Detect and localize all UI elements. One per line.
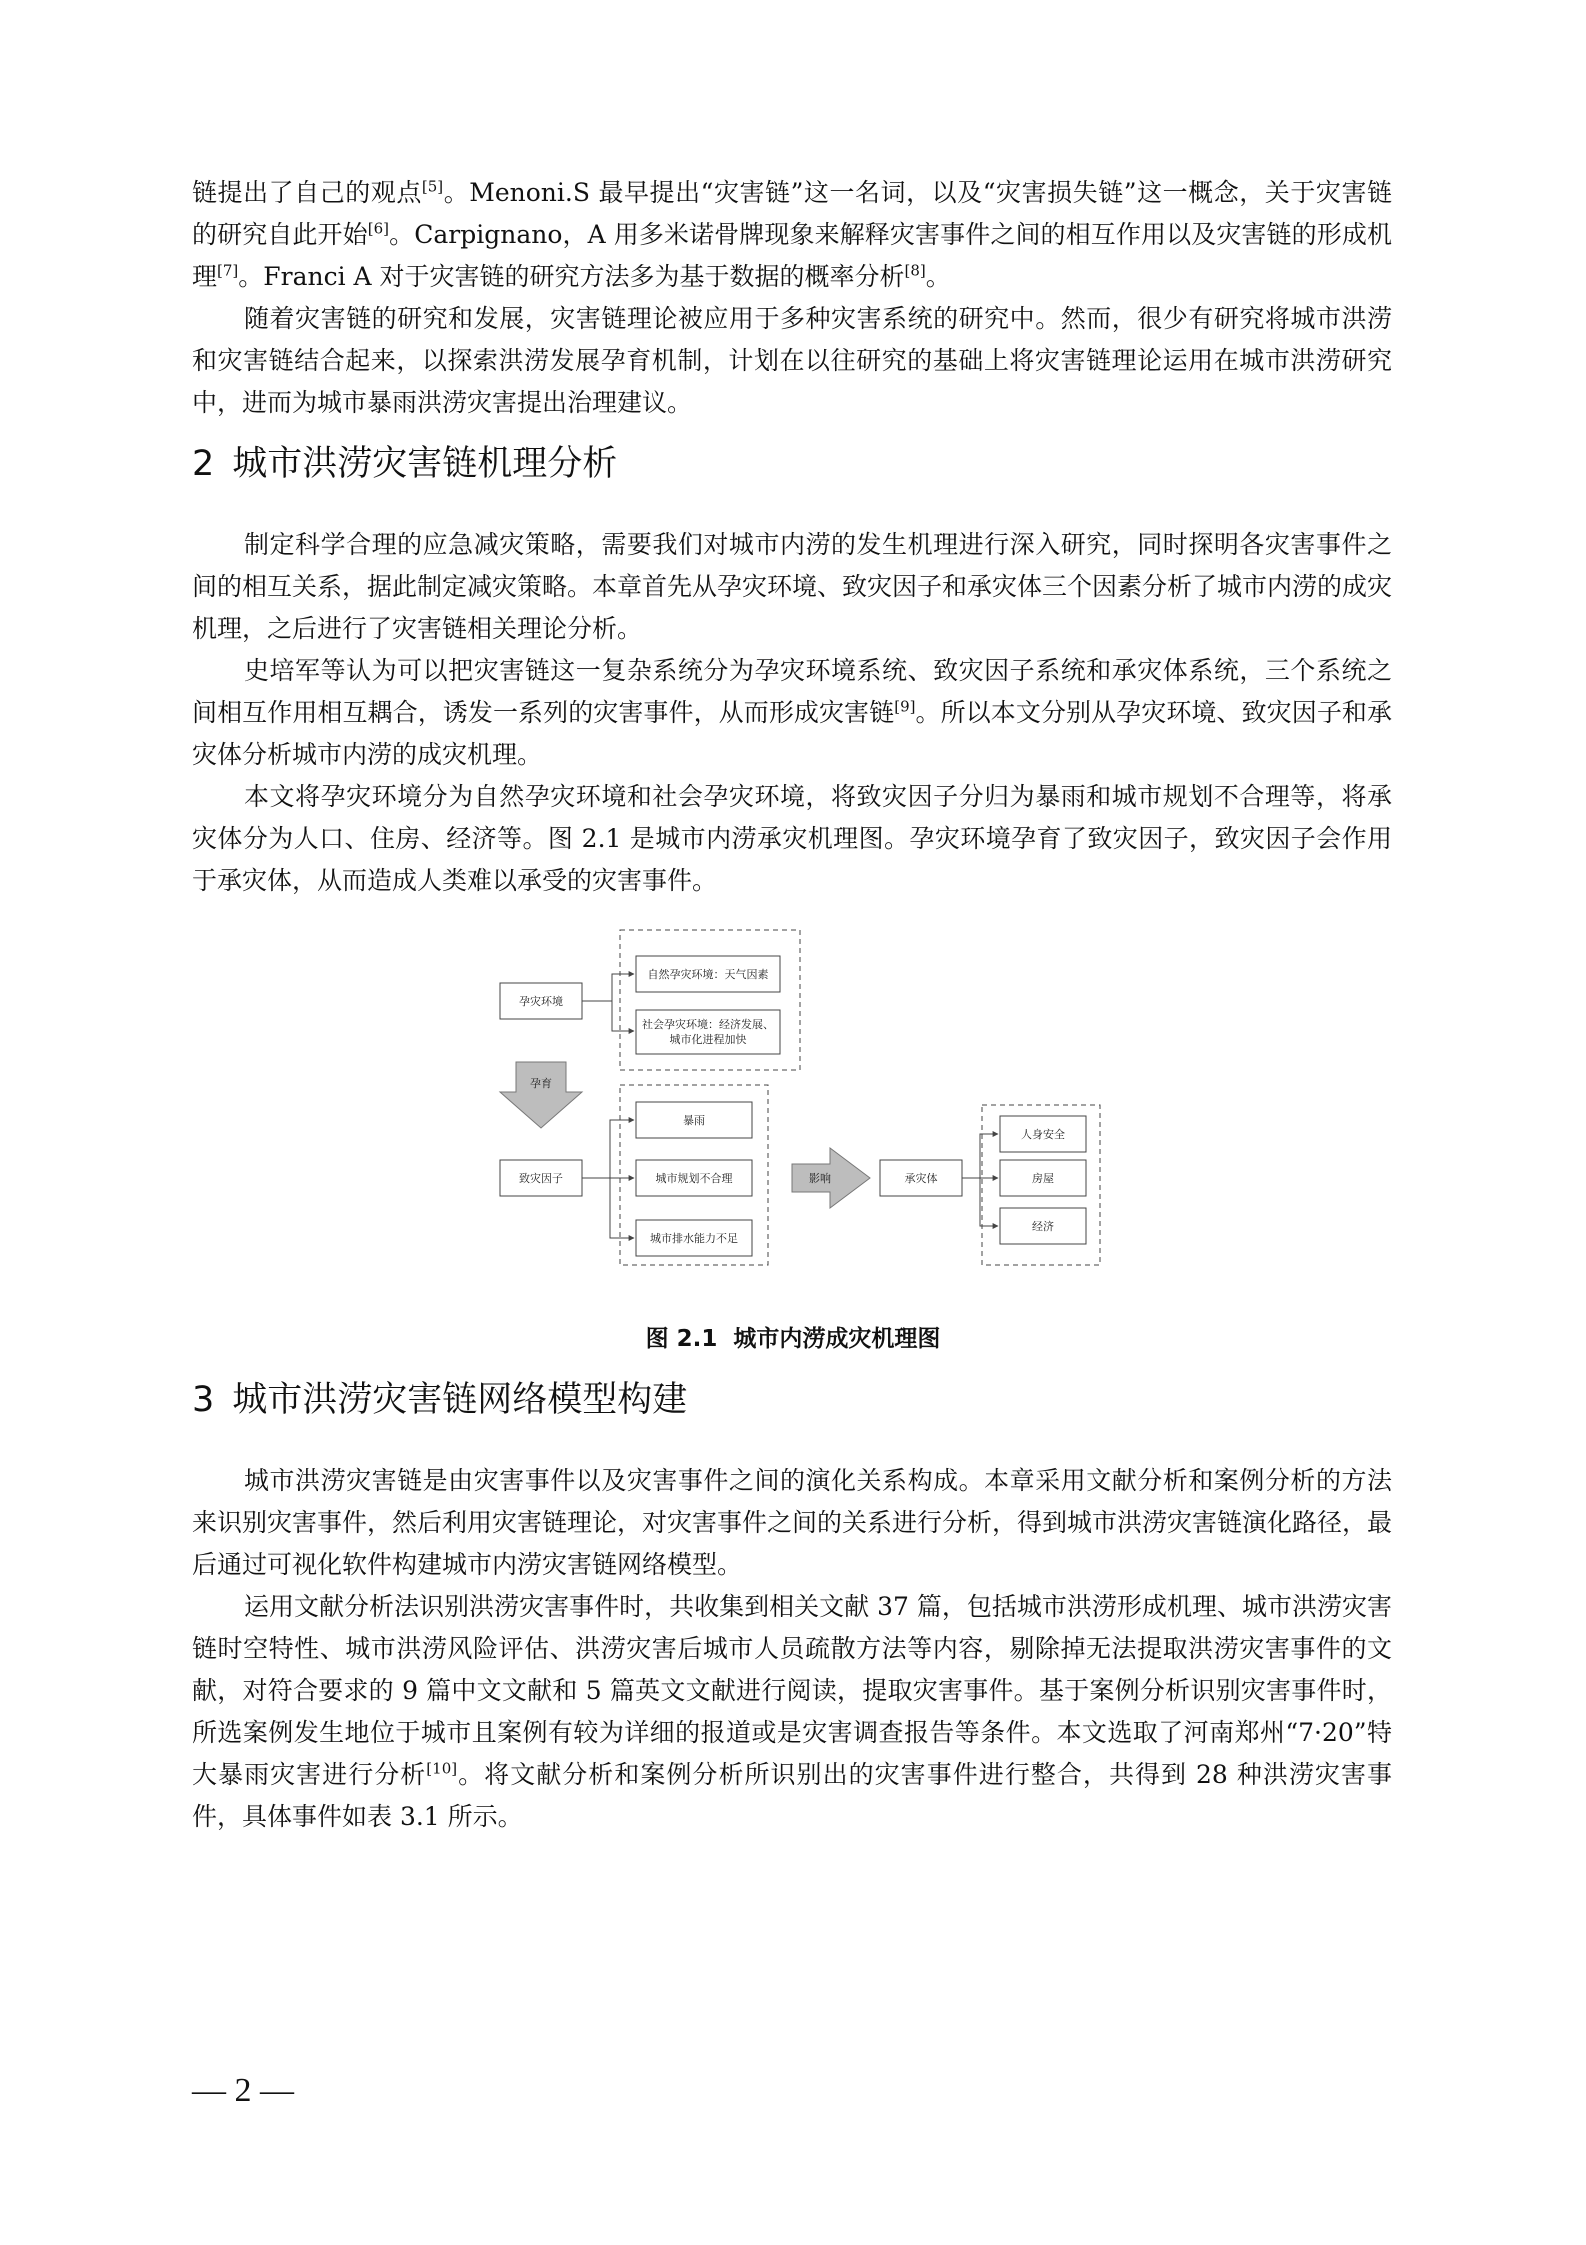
section-3-heading (192, 1378, 687, 1422)
connector-arrow (610, 1178, 634, 1238)
connector-arrow (980, 1134, 998, 1178)
citation-ref: [5] (421, 177, 444, 196)
figure-number: 图 2.1 (645, 1326, 718, 1352)
figure-title: 城市内涝成灾机理图 (733, 1326, 941, 1352)
section-title: 城市洪涝灾害链网络模型构建 (232, 1380, 688, 1420)
env-node-label: 孕灾环境 (519, 995, 563, 1008)
section-2-paragraph-1: 制定科学合理的应急减灾策略，需要我们对城市内涝的发生机理进行深入研究，同时探明各灾害事件之间的相互关系，据此制定减灾策略。本章首先从孕灾环境、致灾因子和承灾体三个因素分析了城市内涝的成灾机理，之后进行了灾害链相关理论分析。 (192, 530, 1393, 643)
text-run: 。 (925, 262, 951, 291)
intro-paragraph-1 (192, 172, 1392, 298)
social-env-node (636, 1010, 780, 1054)
section-number: 2 (192, 444, 215, 484)
factor-item-label: 城市排水能力不足 (650, 1232, 738, 1245)
text-run: 。将文献分析和案例分析所识别出的灾害事件进行整合，共得到 28 种洪涝灾害事件，具体事件如表 3.1 所示。 (192, 1760, 1392, 1831)
social-env-label-line1: 社会孕灾环境：经济发展、 (642, 1018, 774, 1031)
disaster-mechanism-figure (480, 920, 1120, 1290)
intro-paragraph-2: 随着灾害链的研究和发展，灾害链理论被应用于多种灾害系统的研究中。然而，很少有研究将城市洪涝和灾害链结合起来，以探索洪涝发展孕育机制，计划在以往研究的基础上将灾害链理论运用在城市洪涝研究中，进而为城市暴雨洪涝灾害提出治理建议。 (192, 304, 1392, 417)
figure-caption (0, 1320, 1586, 1353)
citation-ref: [8] (904, 261, 926, 280)
citation-ref: [6] (367, 219, 390, 238)
factor-item-label: 暴雨 (683, 1114, 705, 1127)
text-run: 。Menoni.S 最早提出“灾害链”这一名词，以及“灾害损失链”这一概念，关于灾害链的研究自此开始 (192, 178, 1392, 249)
connector-arrow (582, 974, 634, 1001)
factor-node-label: 致灾因子 (519, 1172, 563, 1185)
text-run: 运用文献分析法识别洪涝灾害事件时，共收集到相关文献 37 篇，包括城市洪涝形成机理、城市洪涝灾害链时空特性、城市洪涝风险评估、洪涝灾害后城市人员疏散方法等内容，剔除掉无法提取洪涝灾害事件的文献，对符合要求的 9 篇中文文献和 5 篇英文文献进行阅读，提取灾害事件。基于案例分析识别灾害事件时，所选案例发生地位于城市且案例有较为详细的报道或是灾害调查报告等条件。本文选取了河南郑州“7·20”特大暴雨灾害进行分析 (192, 1592, 1392, 1789)
factor-item-label: 城市规划不合理 (655, 1172, 733, 1185)
nurture-arrow-label: 孕育 (530, 1077, 552, 1090)
bearer-item-label: 经济 (1032, 1220, 1054, 1233)
citation-ref: [7] (217, 261, 239, 280)
section-2-heading (192, 442, 617, 486)
nurture-arrow (500, 1062, 582, 1128)
citation-ref: [10] (426, 1759, 458, 1778)
section-number: 3 (192, 1380, 215, 1420)
text-run: 链提出了自己的观点 (192, 178, 422, 207)
bearer-node-label: 承灾体 (904, 1172, 938, 1185)
page-number: — 2 — (192, 2072, 294, 2109)
citation-ref: [9] (894, 697, 916, 716)
bearer-item-label: 房屋 (1032, 1172, 1054, 1185)
section-3-paragraph-2 (192, 1586, 1392, 1838)
social-env-label-line2: 城市化进程加快 (669, 1033, 747, 1046)
impact-arrow-label: 影响 (809, 1172, 831, 1185)
text-run: 史培军等认为可以把灾害链这一复杂系统分为孕灾环境系统、致灾因子系统和承灾体系统，三个系统之间相互作用相互耦合，诱发一系列的灾害事件，从而形成灾害链 (192, 656, 1392, 727)
text-run: 。Carpignano，A 用多米诺骨牌现象来解释灾害事件之间的相互作用以及灾害链的形成机理 (192, 220, 1392, 291)
connector-arrow (612, 1001, 634, 1031)
text-run: 。所以本文分别从孕灾环境、致灾因子和承灾体分析城市内涝的成灾机理。 (192, 698, 1392, 769)
natural-env-label: 自然孕灾环境：天气因素 (647, 968, 769, 981)
impact-arrow (792, 1148, 870, 1208)
section-title: 城市洪涝灾害链机理分析 (232, 444, 618, 484)
section-2-paragraph-3: 本文将孕灾环境分为自然孕灾环境和社会孕灾环境，将致灾因子分归为暴雨和城市规划不合理等，将承灾体分为人口、住房、经济等。图 2.1 是城市内涝承灾机理图。孕灾环境孕育了致灾因子，致灾因子会作用于承灾体，从而造成人类难以承受的灾害事件。 (192, 782, 1392, 895)
bearer-item-label: 人身安全 (1021, 1128, 1065, 1141)
connector-arrow (610, 1120, 634, 1178)
section-3-paragraph-1: 城市洪涝灾害链是由灾害事件以及灾害事件之间的演化关系构成。本章采用文献分析和案例分析的方法来识别灾害事件，然后利用灾害链理论，对灾害事件之间的关系进行分析，得到城市洪涝灾害链演化路径，最后通过可视化软件构建城市内涝灾害链网络模型。 (192, 1466, 1393, 1579)
connector-arrow (980, 1178, 998, 1226)
section-2-paragraph-2 (192, 650, 1392, 776)
text-run: 。Franci A 对于灾害链的研究方法多为基于数据的概率分析 (238, 262, 905, 291)
